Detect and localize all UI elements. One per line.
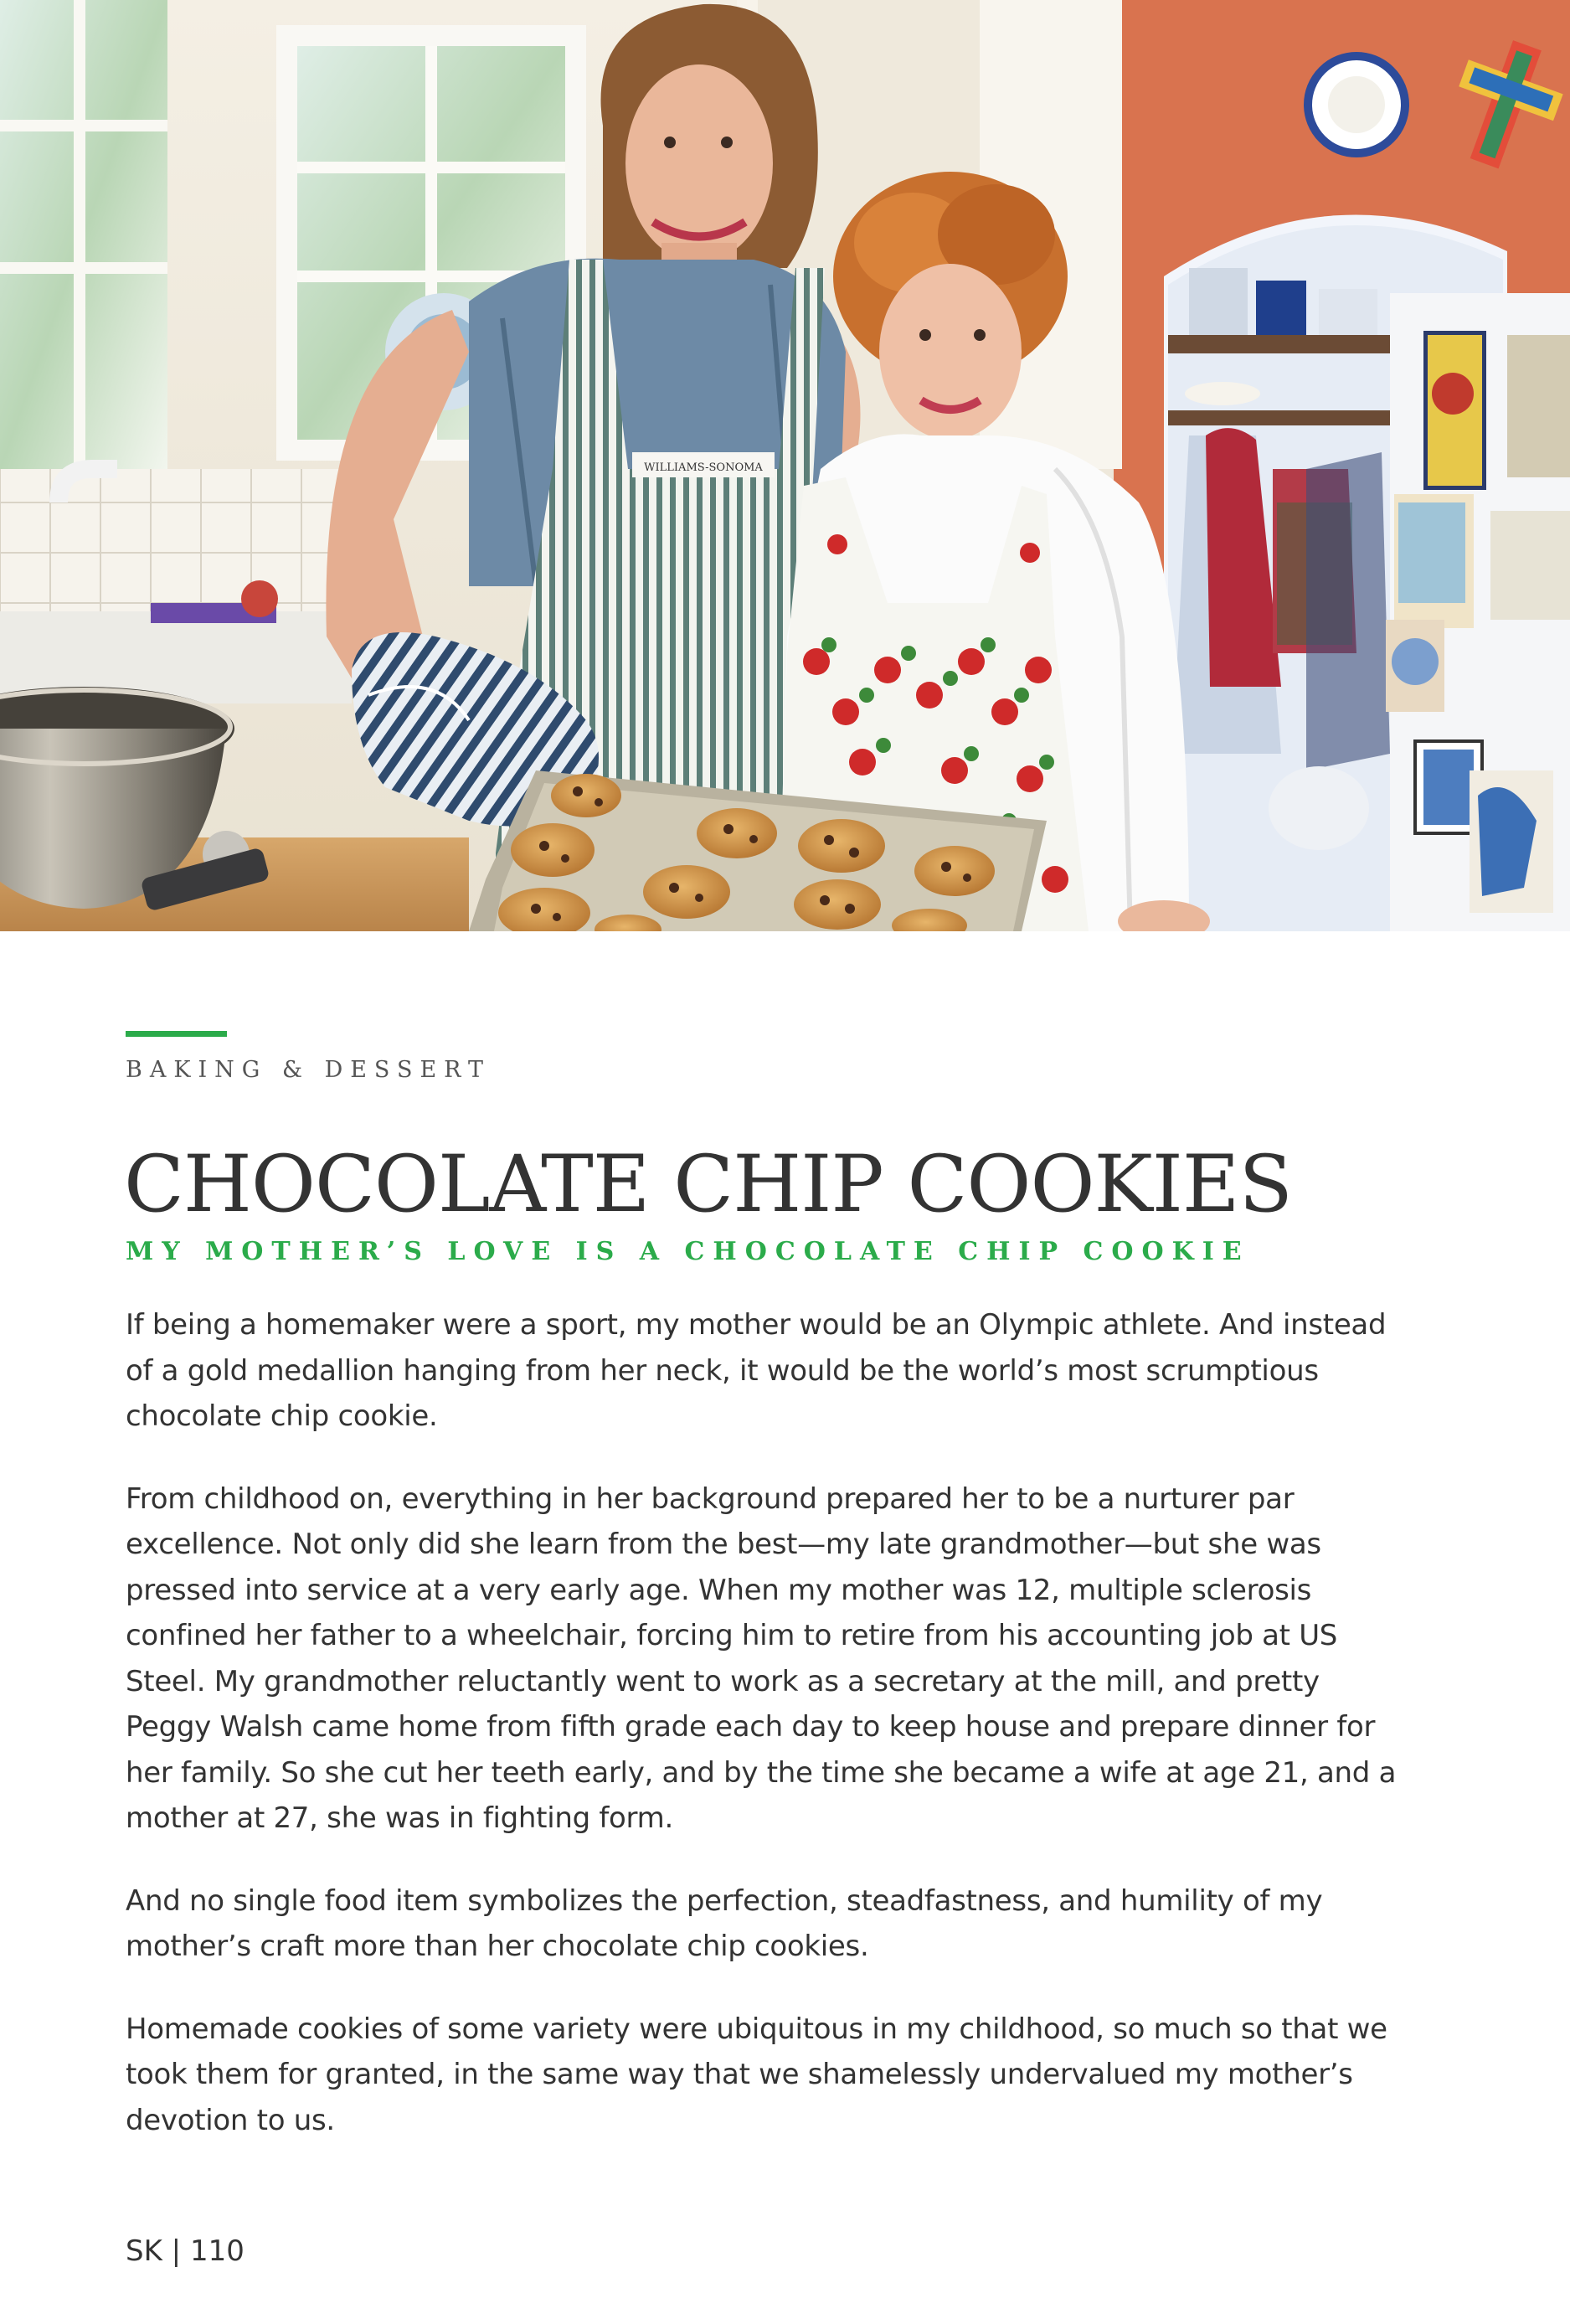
paragraph-4: Homemade cookies of some variety were ubiquitous in my childhood, so much so that we took them for granted, in the same way that we shamelessly undervalued my mother’s devotion to us. (126, 2012, 1387, 2137)
article-body (126, 1302, 1398, 2180)
category-label: BAKING & DESSERT (126, 1057, 492, 1083)
accent-rule (126, 1031, 227, 1037)
paragraph-2: From childhood on, everything in her background prepared her to be a nurturer par excellence. Not only did she learn from the best—my late grandmother—but she was pressed into service at a very early age. When my mother was 12, multiple sclerosis confined her father to a wheelchair, forcing him to retire from his accounting job at US Steel. My grandmother reluctantly went to work as a secretary at the mill, and pretty Peggy Walsh came home from fifth grade each day to keep house and prepare dinner for her family. So she cut her teeth early, and by the time she became a wife at age 21, and a mother at 27, she was in fighting form. (126, 1481, 1397, 1835)
kitchen-photo (0, 0, 1570, 931)
page-title: CHOCOLATE CHIP COOKIES (124, 1138, 1292, 1230)
svg-text:WILLIAMS-SONOMA: WILLIAMS-SONOMA (644, 461, 763, 474)
section-subtitle: MY MOTHER’S LOVE IS A CHOCOLATE CHIP COOKIE (126, 1237, 1250, 1266)
paragraph-1: If being a homemaker were a sport, my mother would be an Olympic athlete. And instead of a gold medallion hanging from her neck, it would be the world’s most scrumptious chocolate chip cookie. (126, 1308, 1387, 1433)
paragraph-3: And no single food item symbolizes the perfection, steadfastness, and humility of my mother’s craft more than her chocolate chip cookies. (126, 1883, 1323, 1963)
page-number: SK | 110 (126, 2234, 245, 2268)
